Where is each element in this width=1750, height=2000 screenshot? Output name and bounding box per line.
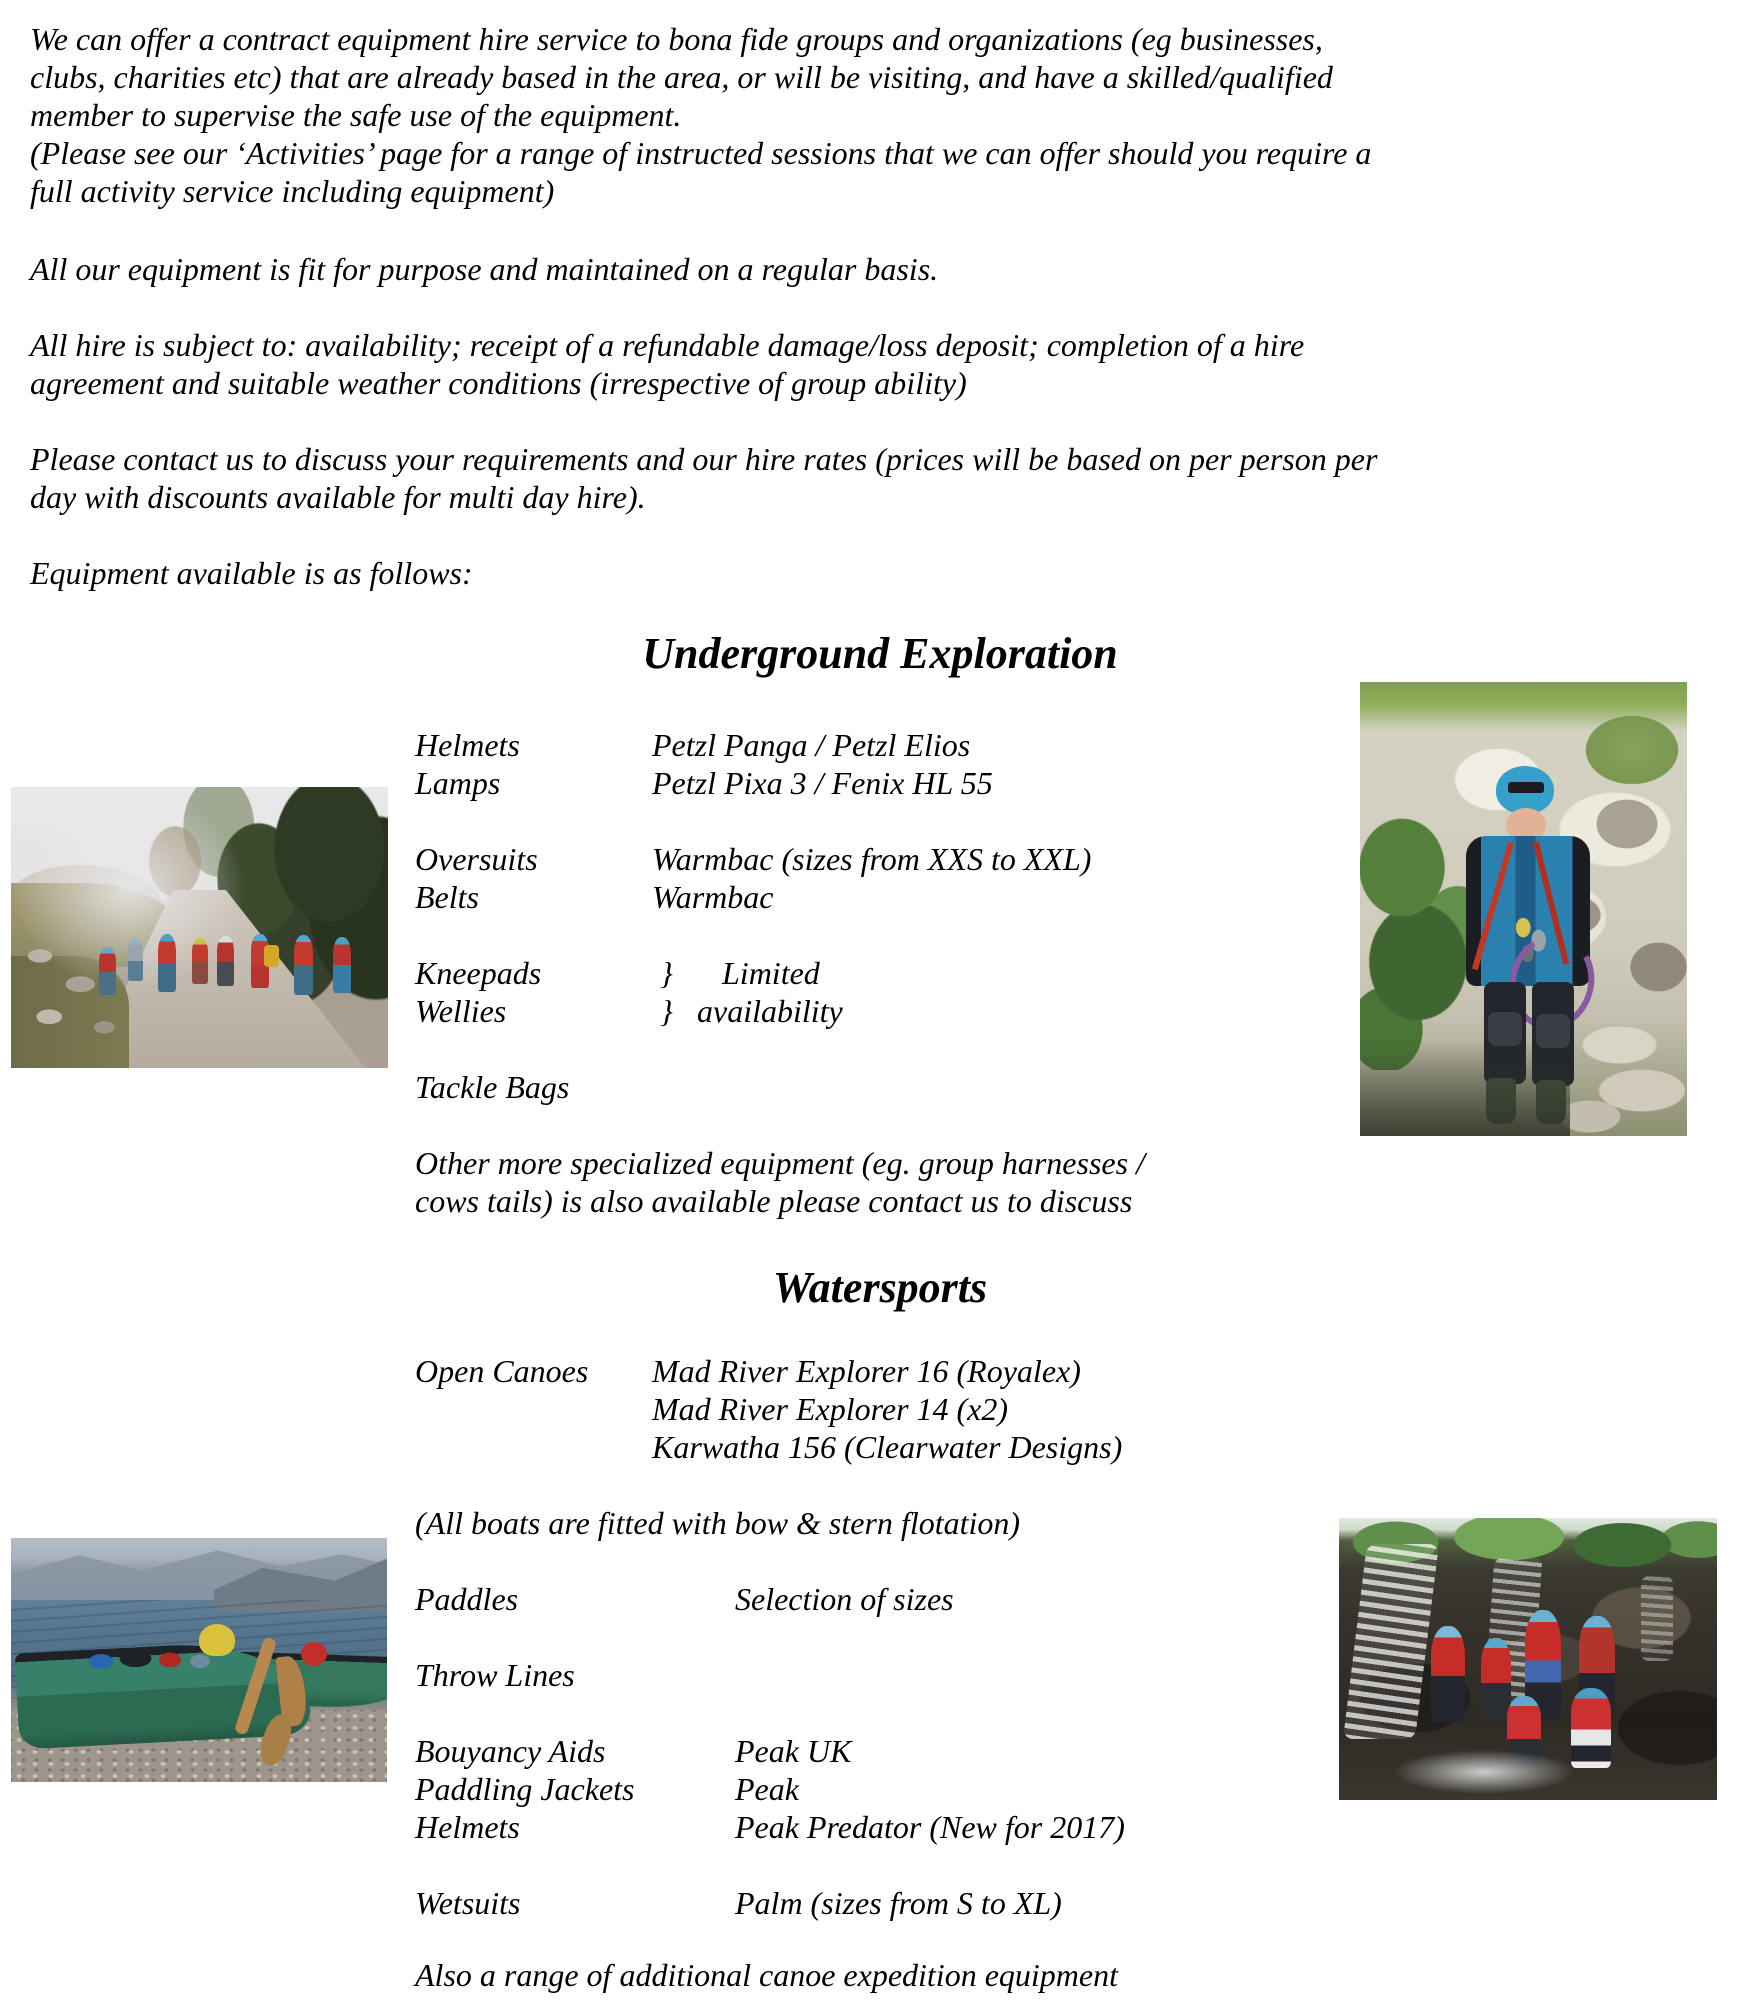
equipment-value: Peak UK bbox=[735, 1733, 852, 1769]
equipment-value: Warmbac bbox=[652, 879, 774, 915]
red-buoy bbox=[301, 1642, 327, 1666]
maintained-line: All our equipment is fit for purpose and maintained on a regular basis. bbox=[30, 251, 939, 287]
equipment-label: Wetsuits bbox=[415, 1885, 521, 1921]
specialized-note-line-2 bbox=[0, 1182, 1750, 1220]
equipment-value: Warmbac (sizes from XXS to XXL) bbox=[652, 841, 1092, 877]
intro-line-2: clubs, charities etc) that are already based in the area, or will be visiting, and have a skilled/qualified bbox=[30, 59, 1333, 95]
walker-figure bbox=[294, 935, 313, 995]
walker-figure bbox=[99, 947, 116, 995]
equipment-label: Open Canoes bbox=[415, 1353, 589, 1389]
equipment-label: Throw Lines bbox=[415, 1657, 575, 1693]
equipment-label: Bouyancy Aids bbox=[415, 1733, 606, 1769]
note-text: Also a range of additional canoe expedition equipment bbox=[415, 1957, 1118, 1993]
water-spray bbox=[1394, 1750, 1574, 1794]
yellow-backpack bbox=[264, 945, 279, 967]
closing-note bbox=[0, 1956, 1750, 1994]
equipment-value: Petzl Pixa 3 / Fenix HL 55 bbox=[652, 765, 993, 801]
hire-terms-line-1: All hire is subject to: availability; receipt of a refundable damage/loss deposit; completion of a hire bbox=[30, 327, 1305, 363]
yellow-buoy bbox=[199, 1624, 235, 1656]
section-heading-underground: Underground Exploration bbox=[642, 629, 1118, 678]
shadow bbox=[1360, 1041, 1570, 1136]
equipment-row-wetsuits bbox=[0, 1884, 1750, 1922]
equipment-note: availability bbox=[697, 993, 843, 1029]
equipment-label: Kneepads bbox=[415, 955, 542, 991]
contact-line-1: Please contact us to discuss your requirements and our hire rates (prices will be based on per person per bbox=[30, 441, 1378, 477]
equipment-value: Peak bbox=[735, 1771, 799, 1807]
caver-portrait-photo bbox=[1360, 682, 1687, 1136]
intro-line-1: We can offer a contract equipment hire service to bona fide groups and organizations (eg businesses, bbox=[30, 21, 1323, 57]
waterfall-stream bbox=[1641, 1576, 1673, 1661]
equipment-row-open-canoes bbox=[0, 1352, 1750, 1390]
intro-line-4: (Please see our ‘Activities’ page for a range of instructed sessions that we can offer should you require a bbox=[30, 135, 1372, 171]
brace-glyph: } bbox=[660, 993, 673, 1029]
group-member-seated bbox=[1571, 1688, 1611, 1768]
note-text: cows tails) is also available please contact us to discuss bbox=[415, 1183, 1133, 1219]
equipment-label: Wellies bbox=[415, 993, 507, 1029]
note-text: (All boats are fitted with bow & stern flotation) bbox=[415, 1505, 1021, 1541]
equipment-label: Helmets bbox=[415, 1809, 520, 1845]
intro-line-3: member to supervise the safe use of the equipment. bbox=[30, 97, 682, 133]
walker-figure bbox=[333, 937, 351, 993]
equipment-row-helmets-ws bbox=[0, 1808, 1750, 1846]
equipment-label: Paddles bbox=[415, 1581, 519, 1617]
grass-patch bbox=[1567, 702, 1687, 798]
equipment-note: Limited bbox=[722, 955, 820, 991]
equipment-value: Mad River Explorer 14 (x2) bbox=[652, 1391, 1009, 1427]
walker-figure bbox=[128, 939, 143, 981]
equipment-value: Peak Predator (New for 2017) bbox=[735, 1809, 1125, 1845]
walker-figure bbox=[158, 934, 176, 992]
open-canoes-value-2 bbox=[0, 1390, 1750, 1428]
specialized-note-line-1 bbox=[0, 1144, 1750, 1182]
equipment-label: Paddling Jackets bbox=[415, 1771, 635, 1807]
note-text: Other more specialized equipment (eg. group harnesses / bbox=[415, 1145, 1145, 1181]
group-member bbox=[1481, 1638, 1511, 1720]
group-member bbox=[1431, 1626, 1465, 1722]
equipment-value: Petzl Panga / Petzl Elios bbox=[652, 727, 971, 763]
contact-line-2: day with discounts available for multi day hire). bbox=[30, 479, 646, 515]
canyoning-group-photo bbox=[1339, 1518, 1717, 1800]
open-canoes-value-3 bbox=[0, 1428, 1750, 1466]
equipment-label: Belts bbox=[415, 879, 479, 915]
equipment-label: Lamps bbox=[415, 765, 501, 801]
equipment-intro-line: Equipment available is as follows: bbox=[30, 555, 473, 591]
headlamp bbox=[1508, 782, 1544, 793]
section-heading-watersports: Watersports bbox=[772, 1263, 988, 1312]
equipment-value: Mad River Explorer 16 (Royalex) bbox=[652, 1353, 1081, 1389]
brace-glyph: } bbox=[660, 955, 673, 991]
equipment-label: Helmets bbox=[415, 727, 520, 763]
hire-terms-line-2: agreement and suitable weather conditions (irrespective of group ability) bbox=[30, 365, 967, 401]
canoes-on-shore-photo bbox=[11, 1538, 387, 1782]
equipment-value: Selection of sizes bbox=[735, 1581, 954, 1617]
equipment-value: Karwatha 156 (Clearwater Designs) bbox=[652, 1429, 1123, 1465]
equipment-value: Palm (sizes from S to XL) bbox=[735, 1885, 1062, 1921]
caving-group-photo bbox=[11, 787, 388, 1068]
walker-figure bbox=[217, 936, 234, 986]
equipment-label: Tackle Bags bbox=[415, 1069, 570, 1105]
equipment-label: Oversuits bbox=[415, 841, 538, 877]
intro-line-5: full activity service including equipment) bbox=[30, 173, 555, 209]
walker-figure bbox=[192, 938, 208, 984]
